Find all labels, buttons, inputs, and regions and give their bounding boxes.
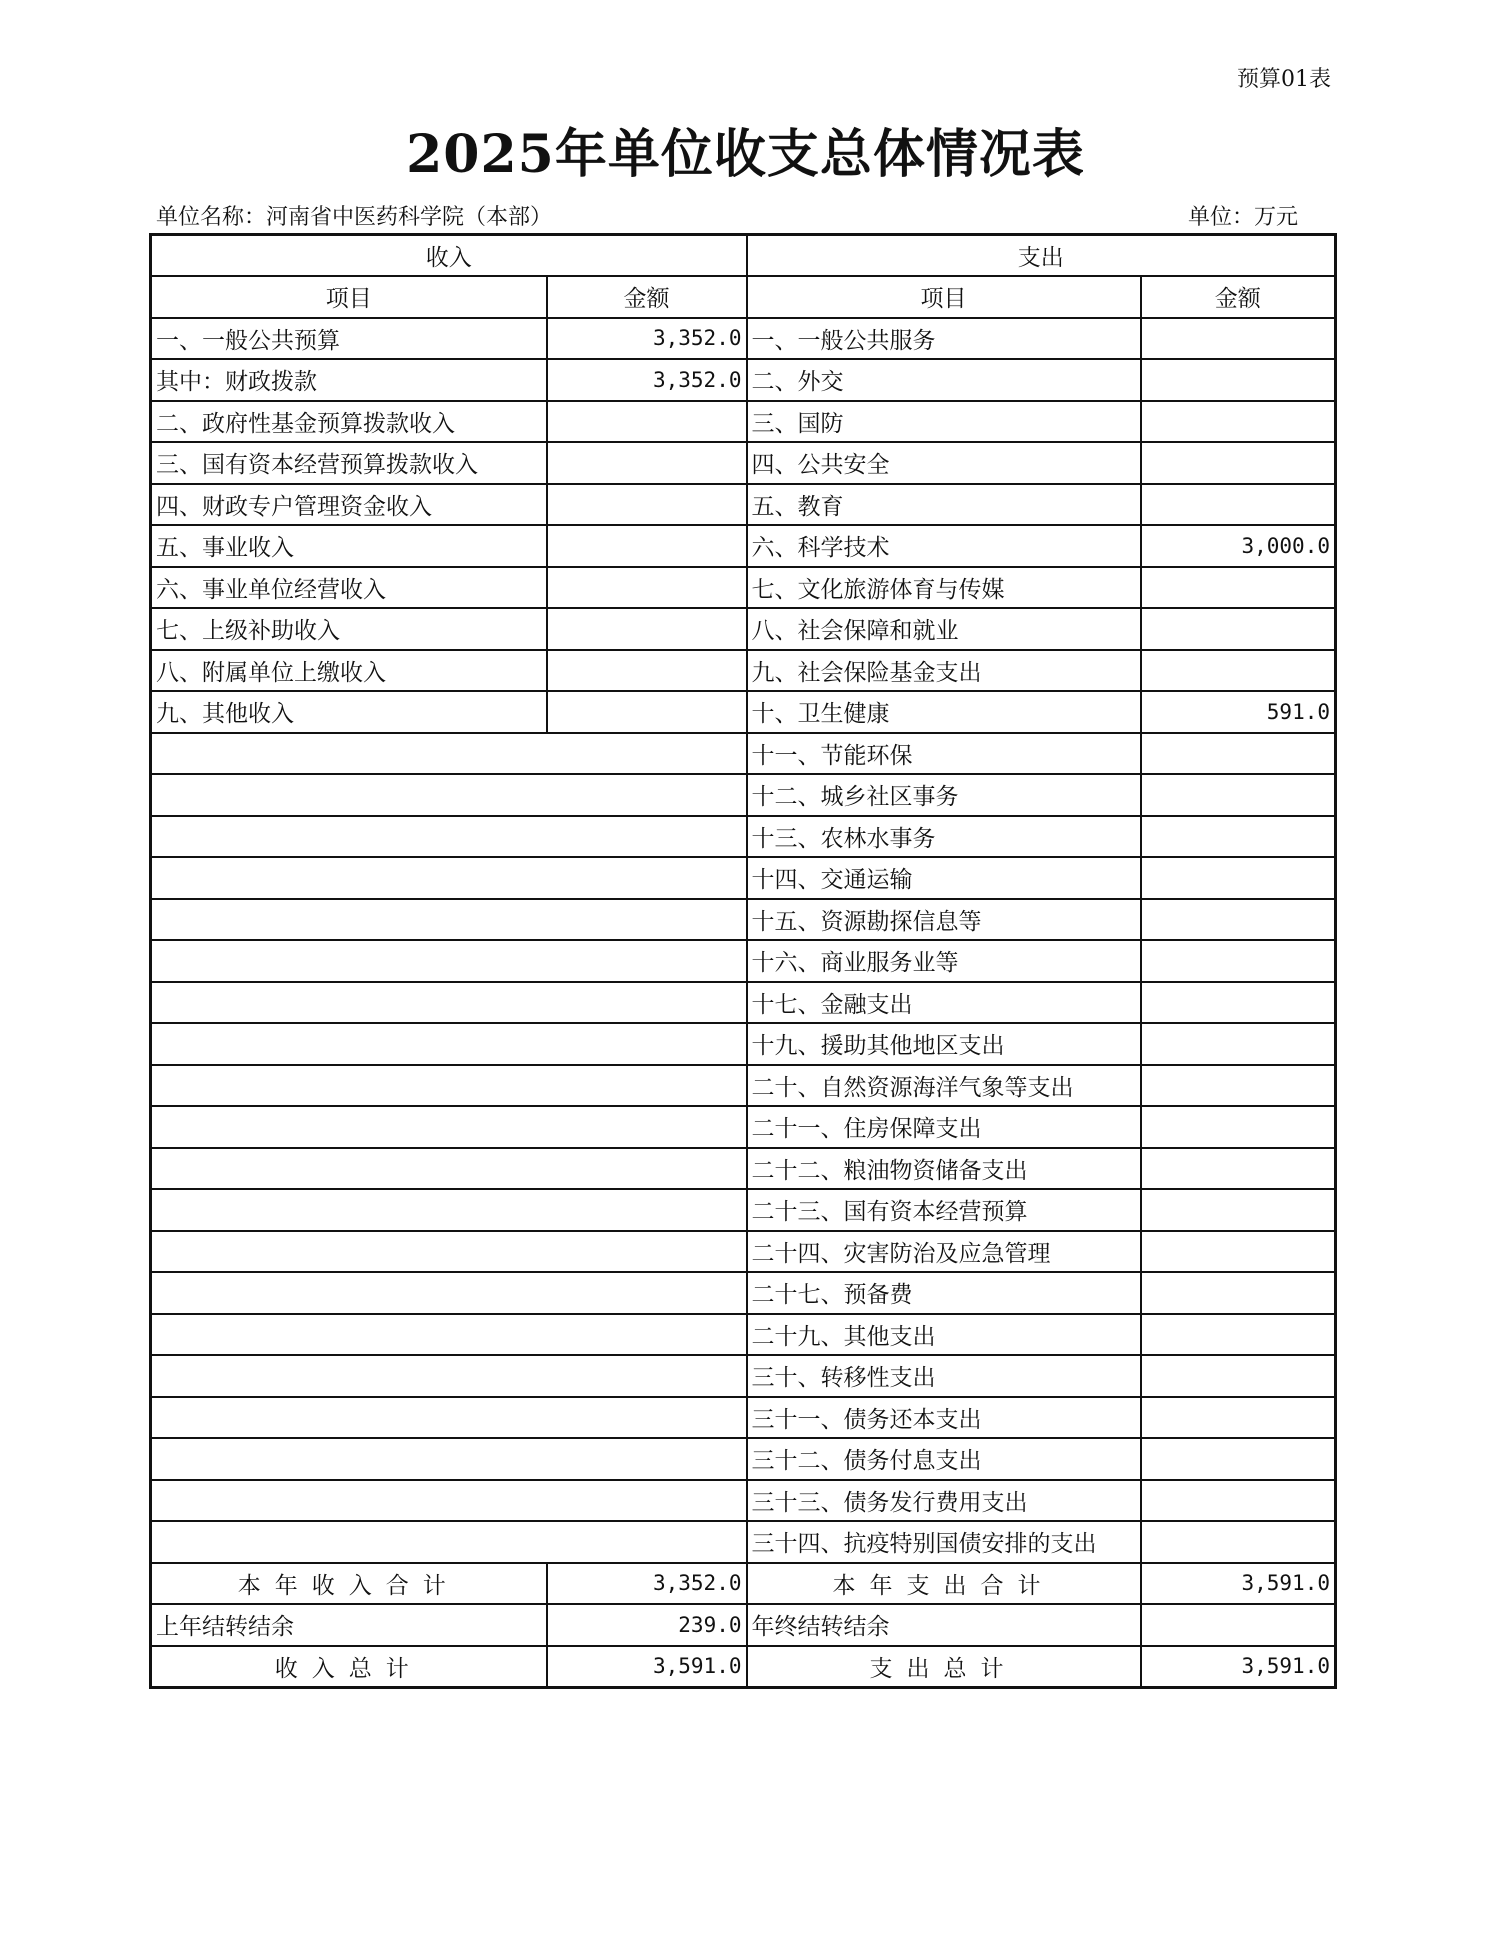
income-blank-cell [151, 1480, 747, 1522]
column-header-row [151, 276, 1336, 318]
expense-item: 十一、节能环保 [747, 733, 1141, 775]
section-header-row [151, 235, 1336, 277]
expense-item: 三十一、债务还本支出 [747, 1397, 1141, 1439]
income-year-total: 3,352.0 [547, 1563, 747, 1605]
expense-item: 六、科学技术 [747, 525, 1141, 567]
income-blank-cell [151, 816, 747, 858]
income-amount [547, 650, 747, 692]
carry-over-row [151, 1604, 1336, 1646]
expense-amount [1141, 1106, 1336, 1148]
table-row [151, 1106, 1336, 1148]
expense-amount [1141, 567, 1336, 609]
expense-item: 二十四、灾害防治及应急管理 [747, 1231, 1141, 1273]
carry-over-amount: 239.0 [547, 1604, 747, 1646]
currency-unit: 单位：万元 [1187, 205, 1298, 230]
income-amount: 3,352.0 [547, 318, 747, 360]
table-row [151, 774, 1336, 816]
expense-amount [1141, 1480, 1336, 1522]
expense-header: 支出 [747, 235, 1336, 277]
table-row [151, 1272, 1336, 1314]
expense-amount [1141, 982, 1336, 1024]
income-grand-label: 收入总计 [151, 1646, 547, 1688]
income-header: 收入 [151, 235, 747, 277]
expense-year-total: 3,591.0 [1141, 1563, 1336, 1605]
expense-grand-total: 3,591.0 [1141, 1646, 1336, 1688]
income-blank-cell [151, 733, 747, 775]
expense-amount [1141, 857, 1336, 899]
expense-item: 十七、金融支出 [747, 982, 1141, 1024]
expense-item: 九、社会保险基金支出 [747, 650, 1141, 692]
table-row [151, 733, 1336, 775]
table-row [151, 1480, 1336, 1522]
income-blank-cell [151, 1189, 747, 1231]
expense-item: 二十一、住房保障支出 [747, 1106, 1141, 1148]
table-row [151, 401, 1336, 443]
expense-item: 一、一般公共服务 [747, 318, 1141, 360]
table-row [151, 1521, 1336, 1563]
expense-item: 三十二、债务付息支出 [747, 1438, 1141, 1480]
expense-amount [1141, 1521, 1336, 1563]
carry-over-label: 上年结转结余 [151, 1604, 547, 1646]
income-item: 其中：财政拨款 [151, 359, 547, 401]
expense-item: 二十九、其他支出 [747, 1314, 1141, 1356]
grand-total-row [151, 1646, 1336, 1688]
expense-amount [1141, 359, 1336, 401]
income-item: 九、其他收入 [151, 691, 547, 733]
budget-table [149, 233, 1337, 1689]
expense-amount [1141, 1314, 1336, 1356]
expense-item: 十、卫生健康 [747, 691, 1141, 733]
income-item: 八、附属单位上缴收入 [151, 650, 547, 692]
year-end-amount [1141, 1604, 1336, 1646]
table-row [151, 1023, 1336, 1065]
expense-item: 四、公共安全 [747, 442, 1141, 484]
income-blank-cell [151, 1065, 747, 1107]
expense-item: 七、文化旅游体育与传媒 [747, 567, 1141, 609]
table-row [151, 567, 1336, 609]
expense-item: 三十三、债务发行费用支出 [747, 1480, 1141, 1522]
income-item: 七、上级补助收入 [151, 608, 547, 650]
table-row [151, 1438, 1336, 1480]
expense-amount: 3,000.0 [1141, 525, 1336, 567]
expense-amount [1141, 733, 1336, 775]
expense-item: 三十、转移性支出 [747, 1355, 1141, 1397]
income-item: 五、事业收入 [151, 525, 547, 567]
expense-year-total-label: 本年支出合计 [747, 1563, 1141, 1605]
table-row [151, 816, 1336, 858]
table-row [151, 1148, 1336, 1190]
table-row [151, 650, 1336, 692]
table-row [151, 691, 1336, 733]
income-item: 一、一般公共预算 [151, 318, 547, 360]
expense-amount [1141, 484, 1336, 526]
income-blank-cell [151, 1148, 747, 1190]
income-blank-cell [151, 857, 747, 899]
income-blank-cell [151, 940, 747, 982]
table-row [151, 484, 1336, 526]
income-item: 二、政府性基金预算拨款收入 [151, 401, 547, 443]
table-row [151, 1355, 1336, 1397]
table-row [151, 1189, 1336, 1231]
income-blank-cell [151, 1355, 747, 1397]
expense-amount [1141, 1231, 1336, 1273]
expense-amount [1141, 899, 1336, 941]
unit-name: 单位名称：河南省中医药科学院（本部） [156, 205, 553, 230]
expense-amount [1141, 816, 1336, 858]
expense-item: 十三、农林水事务 [747, 816, 1141, 858]
table-row [151, 442, 1336, 484]
expense-item: 五、教育 [747, 484, 1141, 526]
expense-item: 二、外交 [747, 359, 1141, 401]
income-blank-cell [151, 1106, 747, 1148]
income-amount [547, 608, 747, 650]
income-grand-total: 3,591.0 [547, 1646, 747, 1688]
year-total-row [151, 1563, 1336, 1605]
expense-item: 二十、自然资源海洋气象等支出 [747, 1065, 1141, 1107]
expense-amount [1141, 442, 1336, 484]
expense-amount [1141, 318, 1336, 360]
expense-amount [1141, 1438, 1336, 1480]
income-amount [547, 525, 747, 567]
income-amount [547, 484, 747, 526]
table-row [151, 899, 1336, 941]
income-amount [547, 442, 747, 484]
income-blank-cell [151, 1438, 747, 1480]
expense-amount [1141, 401, 1336, 443]
table-row [151, 1231, 1336, 1273]
income-blank-cell [151, 774, 747, 816]
table-row [151, 1397, 1336, 1439]
expense-item: 十五、资源勘探信息等 [747, 899, 1141, 941]
expense-item: 二十七、预备费 [747, 1272, 1141, 1314]
expense-amount [1141, 608, 1336, 650]
income-item-header: 项目 [151, 276, 547, 318]
page-title: 2025年单位收支总体情况表 [406, 124, 1085, 185]
expense-amount [1141, 1189, 1336, 1231]
income-blank-cell [151, 1272, 747, 1314]
expense-amount-header: 金额 [1141, 276, 1336, 318]
income-amount [547, 691, 747, 733]
expense-item: 十二、城乡社区事务 [747, 774, 1141, 816]
income-blank-cell [151, 982, 747, 1024]
income-blank-cell [151, 1397, 747, 1439]
income-blank-cell [151, 899, 747, 941]
table-row [151, 982, 1336, 1024]
income-amount-header: 金额 [547, 276, 747, 318]
expense-amount [1141, 774, 1336, 816]
income-blank-cell [151, 1521, 747, 1563]
table-row [151, 857, 1336, 899]
table-row [151, 1065, 1336, 1107]
income-item: 四、财政专户管理资金收入 [151, 484, 547, 526]
table-row [151, 318, 1336, 360]
income-year-total-label: 本年收入合计 [151, 1563, 547, 1605]
expense-amount [1141, 1355, 1336, 1397]
expense-item: 二十二、粮油物资储备支出 [747, 1148, 1141, 1190]
expense-amount [1141, 1272, 1336, 1314]
income-blank-cell [151, 1023, 747, 1065]
expense-item-header: 项目 [747, 276, 1141, 318]
table-row [151, 359, 1336, 401]
income-item: 六、事业单位经营收入 [151, 567, 547, 609]
year-end-label: 年终结转结余 [747, 1604, 1141, 1646]
income-item: 三、国有资本经营预算拨款收入 [151, 442, 547, 484]
expense-item: 十四、交通运输 [747, 857, 1141, 899]
expense-amount [1141, 1397, 1336, 1439]
income-blank-cell [151, 1314, 747, 1356]
expense-amount [1141, 1023, 1336, 1065]
expense-item: 十六、商业服务业等 [747, 940, 1141, 982]
expense-item: 八、社会保障和就业 [747, 608, 1141, 650]
table-row [151, 608, 1336, 650]
expense-grand-label: 支出总计 [747, 1646, 1141, 1688]
table-row [151, 525, 1336, 567]
form-number: 预算01表 [1237, 67, 1331, 92]
expense-item: 三十四、抗疫特别国债安排的支出 [747, 1521, 1141, 1563]
table-row [151, 940, 1336, 982]
income-amount [547, 401, 747, 443]
income-blank-cell [151, 1231, 747, 1273]
expense-amount [1141, 650, 1336, 692]
expense-item: 二十三、国有资本经营预算 [747, 1189, 1141, 1231]
expense-amount [1141, 1065, 1336, 1107]
table-row [151, 1314, 1336, 1356]
expense-amount: 591.0 [1141, 691, 1336, 733]
expense-item: 三、国防 [747, 401, 1141, 443]
income-amount: 3,352.0 [547, 359, 747, 401]
expense-item: 十九、援助其他地区支出 [747, 1023, 1141, 1065]
expense-amount [1141, 1148, 1336, 1190]
income-amount [547, 567, 747, 609]
expense-amount [1141, 940, 1336, 982]
